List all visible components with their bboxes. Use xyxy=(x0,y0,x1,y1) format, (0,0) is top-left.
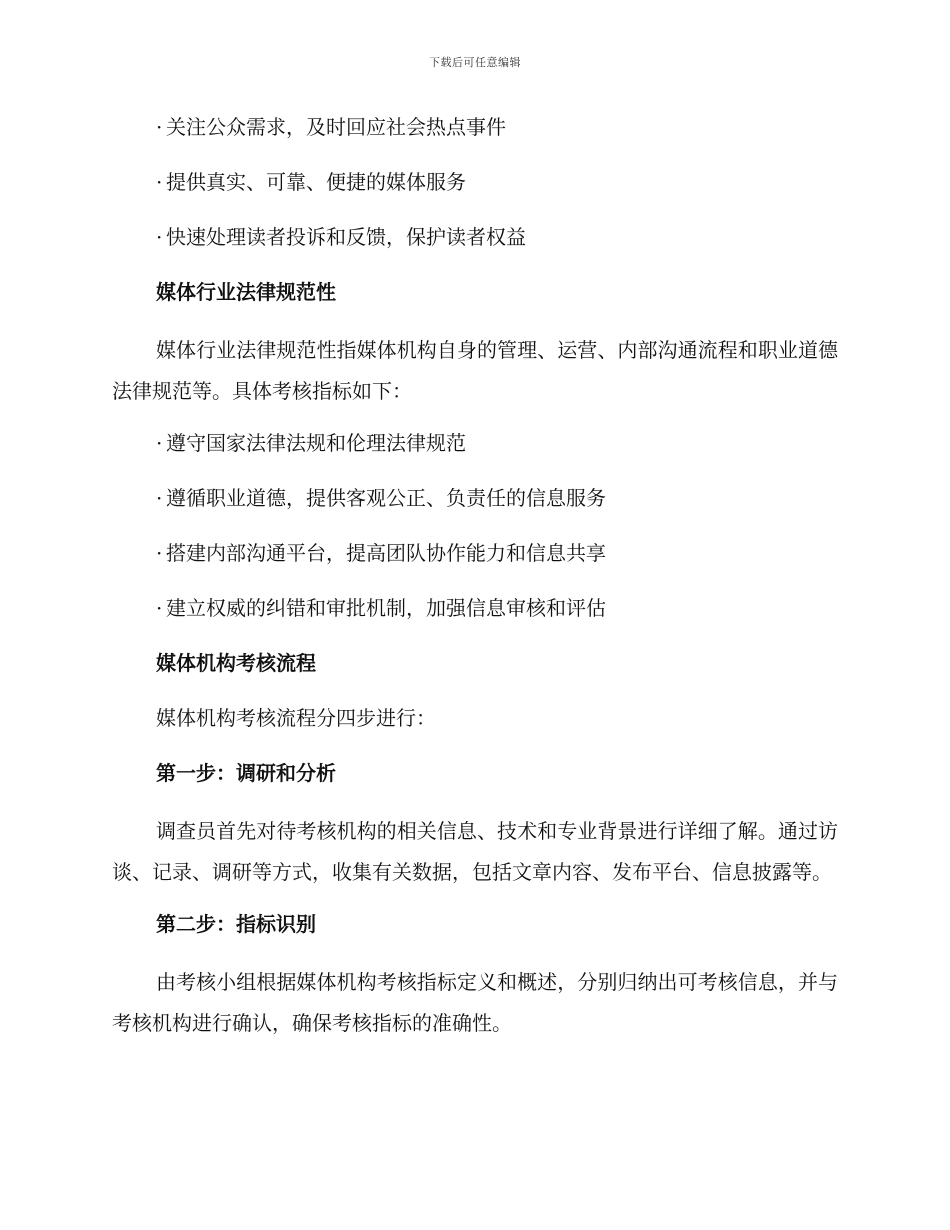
list-item xyxy=(112,165,838,199)
paragraph-step-2: 由考核小组根据媒体机构考核指标定义和概述，分别归纳出可考核信息，并与考核机构进行确认，确保考核指标的准确性。 xyxy=(112,970,838,1035)
header-note: 下载后可任意编辑 xyxy=(429,56,521,69)
list-item xyxy=(112,220,838,254)
bullet-icon: · xyxy=(156,486,163,510)
list-item-text: 遵循职业道德，提供客观公正、负责任的信息服务 xyxy=(166,486,606,510)
step-heading-1: 第一步：调研和分析 xyxy=(156,761,336,785)
list-item xyxy=(112,110,838,144)
bullet-icon: · xyxy=(156,431,163,455)
bullet-icon: · xyxy=(156,115,163,139)
list-item-text: 快速处理读者投诉和反馈，保护读者权益 xyxy=(166,225,526,249)
paragraph-step-1: 调查员首先对待考核机构的相关信息、技术和专业背景进行详细了解。通过访谈、记录、调研等方式，收集有关数据，包括文章内容、发布平台、信息披露等。 xyxy=(112,819,838,884)
bullet-icon: · xyxy=(156,170,163,194)
paragraph-legal-intro: 媒体行业法律规范性指媒体机构自身的管理、运营、内部沟通流程和职业道德法律规范等。具体考核指标如下： xyxy=(112,338,838,403)
list-item xyxy=(112,481,838,515)
step-heading-2: 第二步：指标识别 xyxy=(156,912,316,936)
section-heading-process: 媒体机构考核流程 xyxy=(156,651,316,675)
list-item-text: 建立权威的纠错和审批机制，加强信息审核和评估 xyxy=(166,596,606,620)
paragraph-process-intro: 媒体机构考核流程分四步进行： xyxy=(156,706,436,730)
list-item xyxy=(112,591,838,625)
list-item xyxy=(112,426,838,460)
list-item xyxy=(112,536,838,570)
list-item-text: 搭建内部沟通平台，提高团队协作能力和信息共享 xyxy=(166,541,606,565)
list-item-text: 遵守国家法律法规和伦理法律规范 xyxy=(166,431,466,455)
section-heading-legal: 媒体行业法律规范性 xyxy=(156,280,336,304)
bullet-icon: · xyxy=(156,541,163,565)
document-body xyxy=(112,110,838,1058)
list-item-text: 提供真实、可靠、便捷的媒体服务 xyxy=(166,170,466,194)
list-item-text: 关注公众需求，及时回应社会热点事件 xyxy=(166,115,506,139)
bullet-icon: · xyxy=(156,596,163,620)
bullet-icon: · xyxy=(156,225,163,249)
